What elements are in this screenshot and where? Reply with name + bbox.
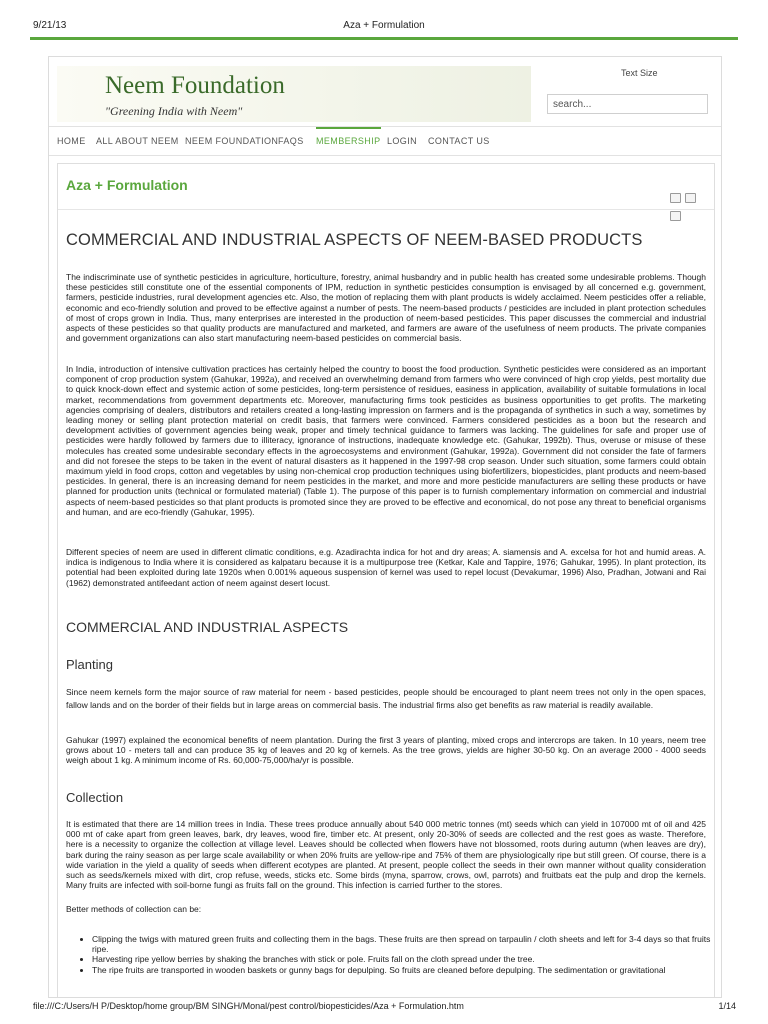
text-size-control[interactable]: Text Size — [621, 68, 658, 78]
header-divider — [30, 37, 738, 40]
article-tools — [670, 190, 714, 226]
site-tagline: "Greening India with Neem" — [105, 104, 243, 118]
print-header — [0, 0, 768, 34]
collection-methods — [58, 934, 714, 998]
nav-neem-foundation[interactable]: NEEM FOUNDATION — [185, 136, 279, 146]
search-input[interactable] — [547, 94, 708, 114]
nav-home[interactable]: HOME — [57, 136, 86, 146]
list-item: • Clipping the twigs with matured green fruits and collecting them in the bags. These fruits are then spread on tarpaulin / cloth sheets and left for 3-4 days so that fruits ripe. — [92, 934, 720, 954]
list-item: • The ripe fruits are transported in wooden baskets or gunny bags for depulping. So fruits are cleaned before depulping. The sedimentation or gravitational — [92, 965, 720, 975]
page-number: 1/14 — [718, 1001, 736, 1011]
section-heading: COMMERCIAL AND INDUSTRIAL ASPECTS — [66, 619, 349, 635]
pdf-icon[interactable] — [670, 193, 681, 203]
nav-all-about-neem[interactable]: ALL ABOUT NEEM — [96, 136, 179, 146]
file-path: file:///C:/Users/H P/Desktop/home group/BM SINGH/Monal/pest control/biopesticides/Aza + Formulation.htm — [33, 1001, 464, 1011]
collection-heading: Collection — [66, 790, 124, 805]
page-title: Aza + Formulation — [66, 177, 188, 193]
nav-membership[interactable]: MEMBERSHIP — [316, 127, 381, 155]
title-divider — [58, 209, 714, 210]
article — [57, 163, 715, 998]
intro-paragraph-1: The indiscriminate use of synthetic pesticides in agriculture, horticulture, forestry, animal husbandry and in public health has created some undesirable problems. Though these pesticides still constitute one of the essential components of IPM, reduction in synthetic pesticides consumption is envisaged by all concerned e.g. government, farmers, pesticide industries, rural development agencies etc. Also, the motion of replacing them with plant products is widely acclaimed. Neem pesticides offer a reliable, economic and eco-friendly solution and proved to be effective against a number of pests. The neem-based products / pesticides are included in plant protection schedules of most of crops grown in India. Thus, many enterprises are interested in the production of neem-based pesticides. This paper discusses the commercial and industrial aspects of these pesticides so that quality products are manufactured and marketed, and farmers are aware of the usefulness of neem products. The private companies and government organizations can also start manufacturing neem-based pesticides on commercial basis. — [66, 272, 706, 344]
site-banner — [57, 66, 531, 122]
print-footer — [0, 1001, 768, 1023]
print-icon[interactable] — [685, 193, 696, 203]
planting-heading: Planting — [66, 657, 113, 672]
collection-paragraph: It is estimated that there are 14 million trees in India. These trees produce annually about 540 000 metric tonnes (mt) seeds which can yield in 107000 mt of oil and 425 000 mt of cake apart from green leaves, bark, dry leaves, wood fire, timber etc. At present, only 20-30% of seeds are collected and the rest goes as waste. Therefore, here is a necessity to organize the collection at village level. Leaves should be collected when flowers have not blossomed, roots during autumn (when leaves are dry), bark during the rainy season as per large scale availability or when 20% fruits are yellow-ripe and 75% of them are physiologically ripe but still green. Of course, there is a wide variation in the yield a quality of seeds when different ecotypes are planted. At present, people collect the seeds in their own manner without quality consideration such as seeds/kernels mixed with dirt, crop refuse, weeds, sticks etc. Some birds (myna, sparrow, crows, owl, parrots) and fruitbats eat the pulp and drop the kernels. Many fruits are infected with soil-borne fungi as fruits fall on the ground. This infection is carried further to the stores. — [66, 819, 706, 891]
intro-paragraph-2: In India, introduction of intensive cultivation practices has certainly helped the country to boost the food production. Synthetic pesticides were considered as an important component of crop production system (Gahukar, 1992a), and received an overwhelming demand from farmers who were convinced of high crop yields, pest mortality due to quick knock-down effect and systemic action of some pesticides, long-term persistence of residues, easiness in application, availability of suitable formulations in local market, recommendations from government departments etc. Moreover, manufacturing firms took pesticides as business opportunities to get profits. The marketing agencies comprising of dealers, distributors and retailers created a long-lasting impression on farmers and is the propaganda of synthetics in such a way, sometimes by leading money or selling plant protection material on credit basis, that farmers were convinced. Farmers considered pesticides as a boon but the research and development activities of government agencies being weak, proper and timely technical guidance to farmers was lacking. The guidelines for safe and proper use of pesticides were hardly followed by farmers due to illiteracy, ignorance of instructions, inadequate knowledge etc. (Gahukar, 1992b). Thus, overuse or misuse of these molecules has created some undesirable secondary effects in the agroecosystems and environment (Gahukar, 1992a). Government did not consider the fate of farmers and did not foresee the steps to be taken in the event of natural disasters as it happened in the 1997-98 crop season. Under such situation, some farmers could obtain maximum yield in food crops, cotton and vegetables by using non-chemical crop production techniques using biofertilizers, biopesticides, plant products and neem-based pesticides. In general, there is an increasing demand for neem pesticides in the market, and more and more pesticide manufacturers are selling these products or have planned for production units (technical or formulated material) (Table 1). The purpose of this paper is to furnish complementary information on commercial and industrial aspects of neem-based pesticides so that plant products is promoted since they are proved to be effective and economical, do not pose any threat to beneficial organisms and human, and are eco-friendly (Gahukar, 1995). — [66, 364, 706, 517]
site-frame — [48, 56, 722, 998]
main-heading: COMMERCIAL AND INDUSTRIAL ASPECTS OF NEEM-BASED PRODUCTS — [66, 231, 643, 249]
collection-methods-intro: Better methods of collection can be: — [66, 904, 202, 914]
planting-paragraph-2: Gahukar (1997) explained the economical benefits of neem plantation. During the first 3 years of planting, mixed crops and intercrops are taken. In 10 years, neem tree grows about 10 - meters tall and can produce 35 kg of leaves and 20 kg of kernels. As the tree grows, yields are higher 30-50 kg. On an average 2000 - 4000 seeds weigh about 1 kg. A minimum income of Rs. 60,000-75,000/ha/yr is possible. — [66, 735, 706, 766]
methods-list — [78, 934, 720, 975]
main-nav — [49, 126, 721, 156]
nav-contact-us[interactable]: CONTACT US — [428, 136, 490, 146]
list-item: • Harvesting ripe yellow berries by shaking the branches with stick or pole. Fruits fall on the cloth spread under the tree. — [92, 954, 720, 964]
site-logo[interactable]: Neem Foundation — [105, 72, 285, 99]
print-title: Aza + Formulation — [343, 20, 425, 31]
print-date: 9/21/13 — [33, 20, 67, 31]
planting-paragraph-1: Since neem kernels form the major source of raw material for neem - based pesticides, people should be encouraged to plant neem trees not only in the open spaces, fallow lands and on the border of their fields but in large areas on commercial basis. The industrial firms also get benefits as raw material is readily available. — [66, 687, 706, 710]
nav-login[interactable]: LOGIN — [387, 136, 418, 146]
nav-faqs[interactable]: FAQS — [278, 136, 304, 146]
intro-paragraph-3: Different species of neem are used in different climatic conditions, e.g. Azadirachta indica for hot and dry areas; A. siamensis and A. excelsa for hot and humid areas. A. indica is indigenous to India where it is considered as kalpataru because it is a multipurpose tree (Ketkar, Kale and Tappire, 1976; Gahukar, 1995). In plant protection, its potential had been exploited during late 1920s when 0.001% aqueous suspension of kernel was used to repel locust (Devakumar, 1996) Also, Pradhan, Jotwani and Rai (1962) demonstrated antifeedant action of neem against desert locust. — [66, 547, 706, 588]
email-icon[interactable] — [670, 211, 681, 221]
